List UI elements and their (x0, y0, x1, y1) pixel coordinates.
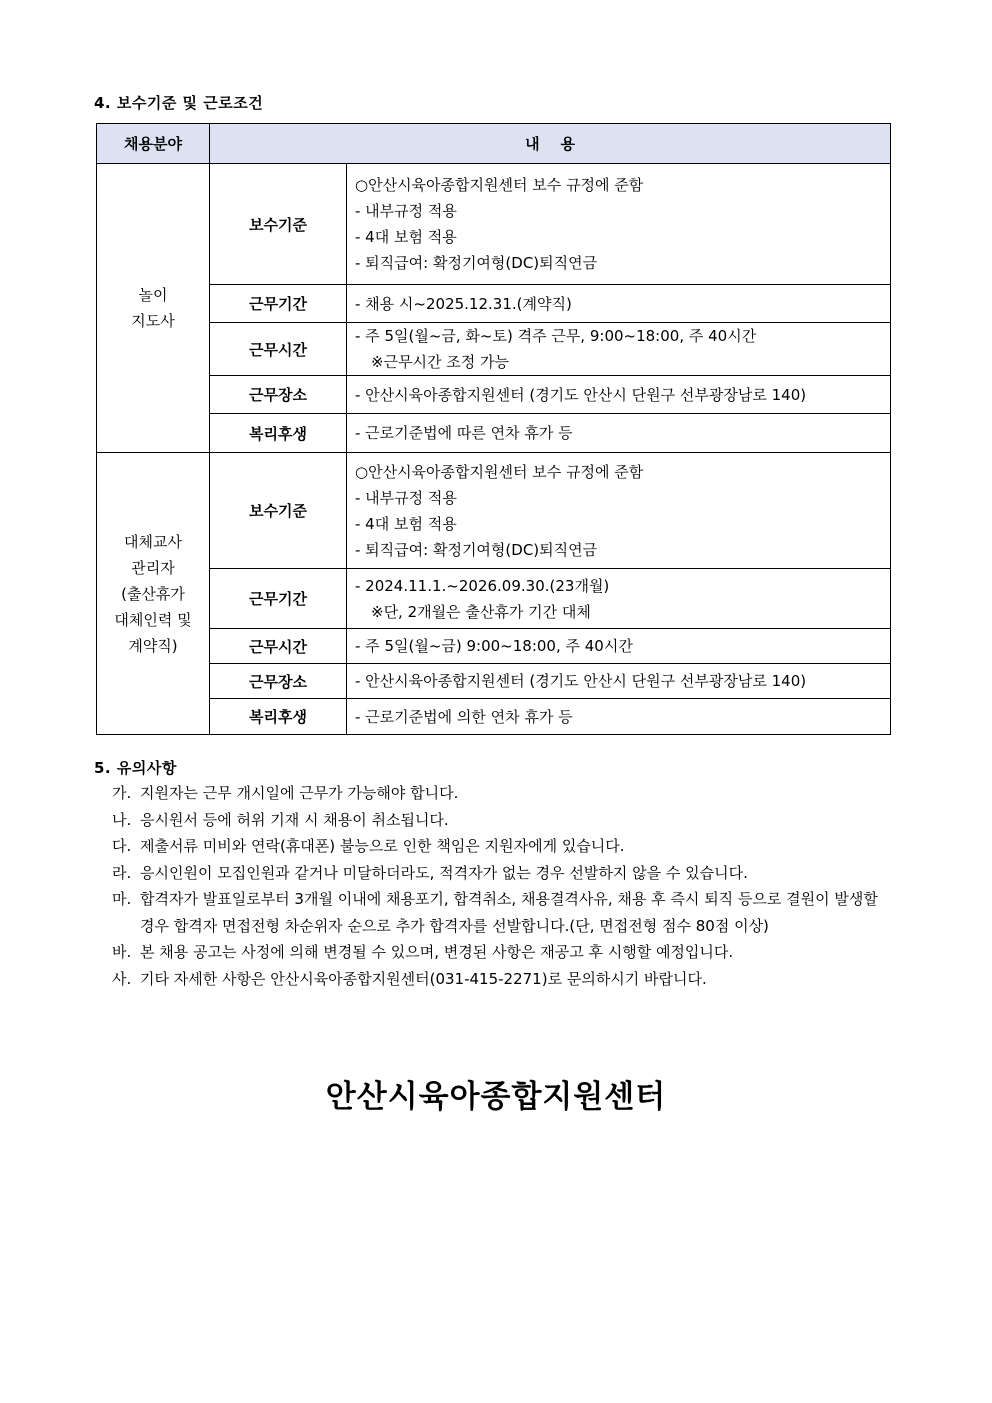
content-line: - 4대 보험 적용 (355, 228, 457, 246)
table-row (97, 569, 891, 629)
table-row (97, 414, 891, 453)
list-item (112, 886, 882, 939)
row-label: 근무장소 (210, 664, 347, 699)
organization-name: 안산시육아종합지원센터 (325, 1079, 667, 1115)
content-line: - 내부규정 적용 (355, 488, 457, 507)
category-line: 계약직) (128, 636, 178, 655)
content-line: - 주 5일(월~금) 9:00~18:00, 주 40시간 (355, 637, 633, 655)
list-item (112, 780, 882, 807)
list-item-mark: 마. (112, 890, 132, 908)
table-row (97, 699, 891, 735)
list-item (112, 860, 882, 887)
list-item (112, 966, 882, 993)
row-content (347, 376, 891, 414)
category-line: 대체인력 및 (114, 610, 192, 629)
row-content (347, 453, 891, 569)
category-cell (97, 164, 210, 453)
header-field: 채용분야 (97, 124, 210, 164)
content-line: - 퇴직급여: 확정기여형(DC)퇴직연금 (355, 254, 598, 272)
table-row (97, 664, 891, 699)
row-content (347, 699, 891, 735)
content-line: ○안산시육아종합지원센터 보수 규정에 준함 (355, 176, 644, 194)
section4-title: 4. 보수기준 및 근로조건 (94, 94, 264, 112)
row-label: 근무장소 (210, 376, 347, 414)
list-item-mark: 다. (112, 837, 132, 855)
list-item (112, 807, 882, 834)
table-row (97, 376, 891, 414)
row-content (347, 569, 891, 629)
header-content: 내 용 (210, 124, 891, 164)
section5-title: 5. 유의사항 (94, 759, 177, 777)
row-label: 보수기준 (210, 164, 347, 285)
list-item-mark: 사. (112, 969, 132, 988)
list-item-mark: 가. (112, 784, 132, 802)
list-item-text: 본 채용 공고는 사정에 의해 변경될 수 있으며, 변경된 사항은 재공고 후 시행할 예정입니다. (140, 943, 734, 961)
category-line: (출산휴가 (121, 584, 185, 603)
row-label: 복리후생 (210, 699, 347, 735)
row-content (347, 629, 891, 664)
content-line: ○안산시육아종합지원센터 보수 규정에 준함 (355, 462, 644, 481)
row-content (347, 414, 891, 453)
content-line: - 4대 보험 적용 (355, 514, 457, 533)
row-label: 복리후생 (210, 414, 347, 453)
row-label: 보수기준 (210, 453, 347, 569)
content-line: - 안산시육아종합지원센터 (경기도 안산시 단원구 선부광장남로 140) (355, 385, 807, 404)
content-line: - 주 5일(월~금, 화~토) 격주 근무, 9:00~18:00, 주 40시간 (355, 327, 757, 345)
notes-list (112, 780, 882, 992)
content-line: - 안산시육아종합지원센터 (경기도 안산시 단원구 선부광장남로 140) (355, 672, 807, 690)
list-item-text: 제출서류 미비와 연락(휴대폰) 불능으로 인한 책임은 지원자에게 있습니다. (140, 837, 625, 855)
table-row (97, 323, 891, 376)
list-item-text: 합격자가 발표일로부터 3개월 이내에 채용포기, 합격취소, 채용결격사유, 채용 후 즉시 퇴직 등으로 결원이 발생할 경우 합격자 면접전형 차순위자 순으로 추가 합격자를 선발합니다.(단, 면접전형 점수 80점 이상) (140, 890, 878, 935)
table-row (97, 285, 891, 323)
content-line: - 근로기준법에 의한 연차 휴가 등 (355, 707, 573, 726)
table-header-row (97, 124, 891, 164)
row-content (347, 323, 891, 376)
row-content (347, 164, 891, 285)
category-line: 관리자 (131, 558, 175, 577)
list-item-text: 지원자는 근무 개시일에 근무가 가능해야 합니다. (140, 784, 459, 802)
list-item-text: 응시인원이 모집인원과 같거나 미달하더라도, 적격자가 없는 경우 선발하지 않을 수 있습니다. (140, 863, 748, 882)
row-label: 근무기간 (210, 569, 347, 629)
content-line: - 내부규정 적용 (355, 202, 457, 220)
content-line: - 퇴직급여: 확정기여형(DC)퇴직연금 (355, 540, 598, 559)
list-item-text: 기타 자세한 사항은 안산시육아종합지원센터(031-415-2271)로 문의하시기 바랍니다. (140, 969, 707, 988)
category-line: 놀이 (138, 286, 168, 304)
category-cell (97, 453, 210, 735)
list-item-mark: 라. (112, 863, 132, 882)
content-line: - 2024.11.1.~2026.09.30.(23개월) (355, 576, 610, 595)
table-row (97, 453, 891, 569)
content-line: - 근로기준법에 따른 연차 휴가 등 (355, 424, 573, 442)
category-line: 대체교사 (124, 532, 182, 551)
list-item-text: 응시원서 등에 허위 기재 시 채용이 취소됩니다. (140, 810, 449, 829)
row-content (347, 664, 891, 699)
table-row (97, 629, 891, 664)
category-line: 지도사 (131, 312, 175, 330)
row-label: 근무기간 (210, 285, 347, 323)
conditions-table (96, 123, 891, 735)
content-line: ※단, 2개월은 출산휴가 기간 대체 (371, 602, 591, 621)
list-item (112, 833, 882, 860)
content-line: - 채용 시~2025.12.31.(계약직) (355, 294, 572, 313)
list-item (112, 939, 882, 966)
table-row (97, 164, 891, 285)
content-line: ※근무시간 조정 가능 (371, 353, 510, 371)
row-label: 근무시간 (210, 629, 347, 664)
list-item-mark: 나. (112, 810, 132, 829)
row-content (347, 285, 891, 323)
row-label: 근무시간 (210, 323, 347, 376)
list-item-mark: 바. (112, 943, 132, 961)
